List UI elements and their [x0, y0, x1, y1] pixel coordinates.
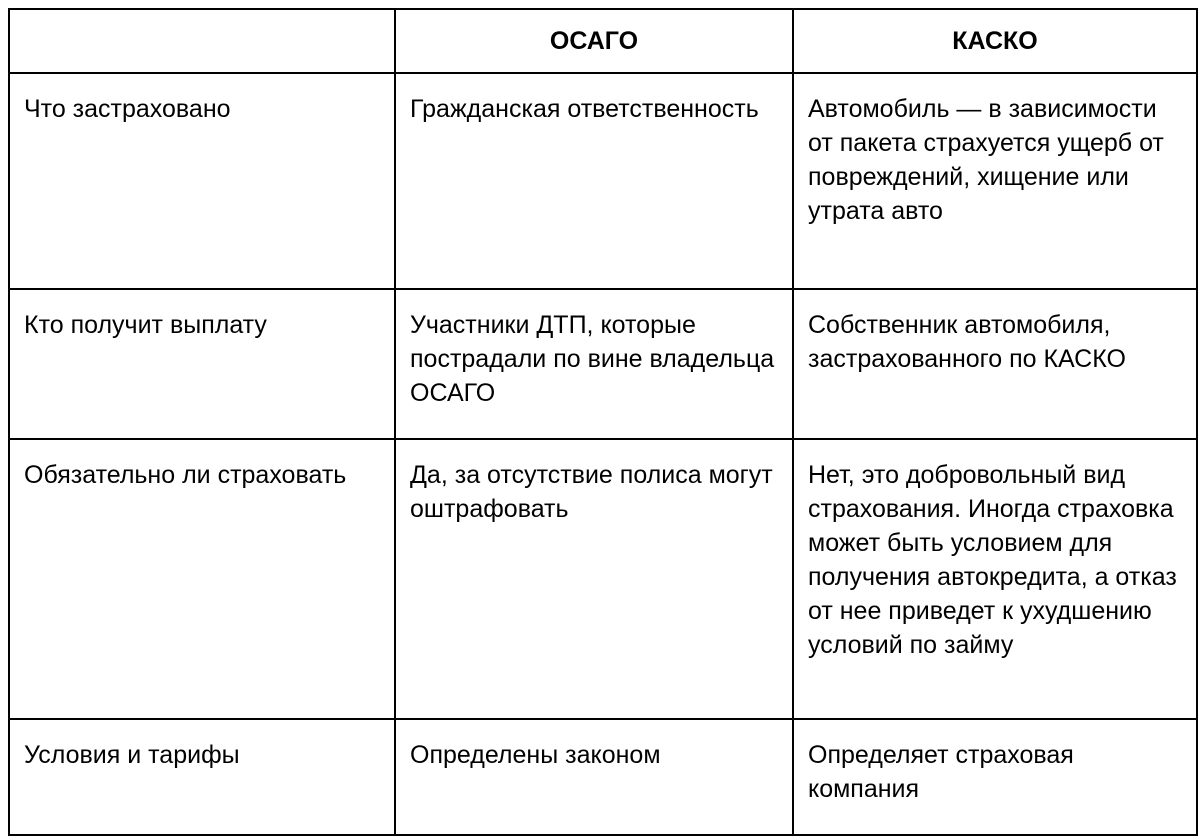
osago-cell: Определены законом	[395, 719, 793, 835]
kasko-cell: Определяет страховая компания	[793, 719, 1197, 835]
osago-cell: Да, за отсутствие полиса могут оштрафовать	[395, 439, 793, 719]
table-row	[9, 289, 1197, 439]
row-label: Обязательно ли страховать	[9, 439, 395, 719]
table-row	[9, 73, 1197, 289]
header-cell-empty	[9, 9, 395, 73]
kasko-cell: Автомобиль — в зависимости от пакета страхуется ущерб от повреждений, хищение или утрата авто	[793, 73, 1197, 289]
row-label: Кто получит выплату	[9, 289, 395, 439]
table-row	[9, 439, 1197, 719]
osago-cell: Участники ДТП, которые пострадали по вине владельца ОСАГО	[395, 289, 793, 439]
header-cell-kasko: КАСКО	[793, 9, 1197, 73]
row-label: Что застраховано	[9, 73, 395, 289]
row-label: Условия и тарифы	[9, 719, 395, 835]
kasko-cell: Собственник автомобиля, застрахованного по КАСКО	[793, 289, 1197, 439]
header-cell-osago: ОСАГО	[395, 9, 793, 73]
comparison-table	[8, 8, 1198, 836]
osago-cell: Гражданская ответственность	[395, 73, 793, 289]
table-row	[9, 719, 1197, 835]
kasko-cell: Нет, это добровольный вид страхования. Иногда страховка может быть условием для получения автокредита, а отказ от нее приведет к ухудшению условий по займу	[793, 439, 1197, 719]
header-row	[9, 9, 1197, 73]
